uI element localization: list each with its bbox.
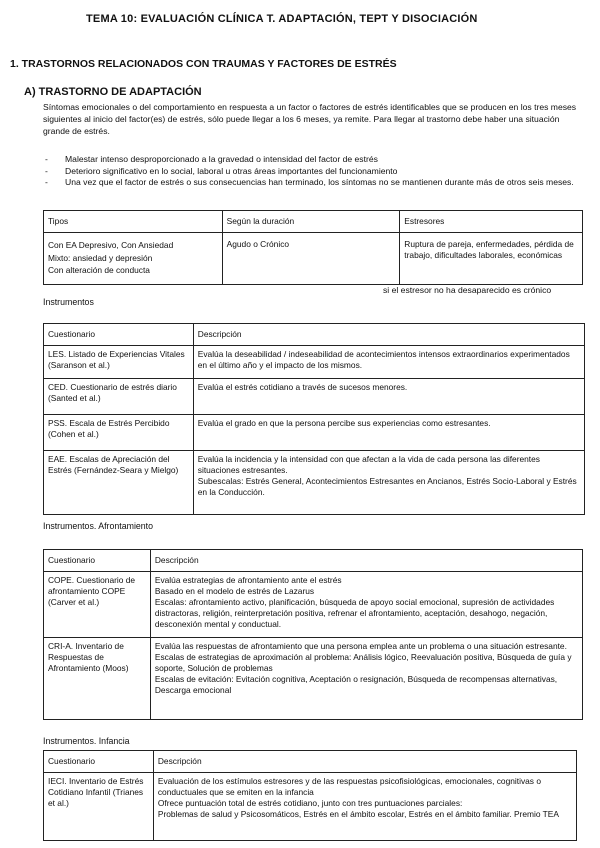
bullet-list	[43, 154, 583, 189]
subsection-heading: A) TRASTORNO DE ADAPTACIÓN	[24, 86, 202, 98]
table-header-row	[44, 211, 583, 233]
table-cell: EAE. Escalas de Apreciación del Estrés (Fernández-Seara y Mielgo)	[44, 451, 194, 515]
column-header: Tipos	[44, 211, 223, 233]
table-cell: Evaluación de los estímulos estresores y de las respuestas psicofisiológicas, emocionales, cognitivas o conductuales que se emiten en la infancia Ofrece puntuación total de estrés cotidiano, junto con tres puntuaciones parciales: Problemas de salud y Psicosomáticos, Estrés en el ámbito escolar, Estrés en el ámbito familiar. Premio TEA	[153, 773, 576, 841]
childhood-label: Instrumentos. Infancia	[43, 736, 130, 746]
table-row	[44, 638, 583, 720]
table-cell: Evalúa el grado en que la persona percibe sus experiencias como estresantes.	[193, 415, 584, 451]
column-header: Cuestionario	[44, 751, 154, 773]
table-cell: Evalúa las respuestas de afrontamiento que una persona emplea ante un problema o una situación estresante. Escalas de estrategias de aproximación al problema: Análisis lógico, Reevaluación positiva, Búsqueda de guía y soporte, Solución de problemas Escalas de evitación: Evitación cognitiva, Aceptación o resignación, Búsqueda de recompensas alternativas, Descarga emocional	[150, 638, 582, 720]
list-item: - Deterioro significativo en lo social, laboral u otras áreas importantes del funcionamiento	[45, 165, 398, 176]
section-heading: 1. TRASTORNOS RELACIONADOS CON TRAUMAS Y FACTORES DE ESTRÉS	[10, 58, 397, 70]
table-row	[44, 451, 585, 515]
table-cell: Evalúa la deseabilidad / indeseabilidad de acontecimientos intensos extraordinarios experimentados en el último año y el impacto de los mismos.	[193, 346, 584, 379]
table-cell: PSS. Escala de Estrés Percibido (Cohen et al.)	[44, 415, 194, 451]
column-header: Descripción	[193, 324, 584, 346]
table-header-row	[44, 324, 585, 346]
table-header-row	[44, 550, 583, 572]
table-row	[44, 415, 585, 451]
table-row	[44, 773, 577, 841]
instruments-table	[43, 323, 585, 515]
column-header: Cuestionario	[44, 550, 151, 572]
table-cell: CRI-A. Inventario de Respuestas de Afrontamiento (Moos)	[44, 638, 151, 720]
page-title: TEMA 10: EVALUACIÓN CLÍNICA T. ADAPTACIÓN, TEPT Y DISOCIACIÓN	[86, 13, 478, 25]
coping-label: Instrumentos. Afrontamiento	[43, 521, 154, 531]
table-row	[44, 379, 585, 415]
table-cell: Agudo o Crónico	[222, 233, 400, 285]
column-header: Descripción	[150, 550, 582, 572]
bullet-dash: -	[45, 165, 48, 176]
table-cell: Evalúa la incidencia y la intensidad con que afectan a la vida de cada persona las diferentes situaciones estresantes. Subescalas: Estrés General, Acontecimientos Estresantes en Ancianos, Estrés Socio-Laboral y Estrés en la Conducción.	[193, 451, 584, 515]
table-cell: COPE. Cuestionario de afrontamiento COPE (Carver et al.)	[44, 572, 151, 638]
table-cell: Con EA Depresivo, Con Ansiedad Mixto: ansiedad y depresión Con alteración de conducta	[44, 233, 223, 285]
bullet-dash: -	[45, 154, 48, 164]
table-cell: Evalúa el estrés cotidiano a través de sucesos menores.	[193, 379, 584, 415]
table-header-row	[44, 751, 577, 773]
table-cell: Evalúa estrategias de afrontamiento ante el estrés Basado en el modelo de estrés de Lazarus Escalas: afrontamiento activo, planificación, búsqueda de apoyo social emocional, supresión de actividades distractoras, religión, reinterpretación positiva, refrenar el afrontamiento, aceptación, desahogo, negación, desconexión mental y conductual.	[150, 572, 582, 638]
column-header: Estresores	[400, 211, 583, 233]
childhood-table	[43, 750, 577, 841]
table-row	[44, 572, 583, 638]
table-cell: LES. Listado de Experiencias Vitales (Saranson et al.)	[44, 346, 194, 379]
types-table	[43, 210, 583, 285]
table-row	[44, 346, 585, 379]
table-cell: Ruptura de pareja, enfermedades, pérdida de trabajo, dificultades laborales, económicas	[400, 233, 583, 285]
table-cell: CED. Cuestionario de estrés diario (Santed et al.)	[44, 379, 194, 415]
instruments-label: Instrumentos	[43, 297, 94, 307]
column-header: Según la duración	[222, 211, 400, 233]
column-header: Descripción	[153, 751, 576, 773]
table-note: si el estresor no ha desaparecido es crónico	[383, 285, 552, 295]
list-item: - Malestar intenso desproporcionado a la gravedad o intensidad del factor de estrés	[45, 154, 378, 164]
coping-table	[43, 549, 583, 720]
intro-paragraph: Síntomas emocionales o del comportamiento en respuesta a un factor o factores de estrés identificables que se producen en los tres meses siguientes al inicio del factor(es) de estrés, sólo puede llegar a los 6 meses, ya remite. Para llegar al trastorno debe haber una situación grande de estrés.	[43, 102, 577, 136]
bullet-dash: -	[45, 177, 48, 187]
table-row	[44, 233, 583, 285]
list-item: - Una vez que el factor de estrés o sus consecuencias han terminado, los síntomas no se mantienen durante más de otros seis meses.	[45, 177, 574, 187]
table-cell: IECI. Inventario de Estrés Cotidiano Infantil (Trianes et al.)	[44, 773, 154, 841]
column-header: Cuestionario	[44, 324, 194, 346]
